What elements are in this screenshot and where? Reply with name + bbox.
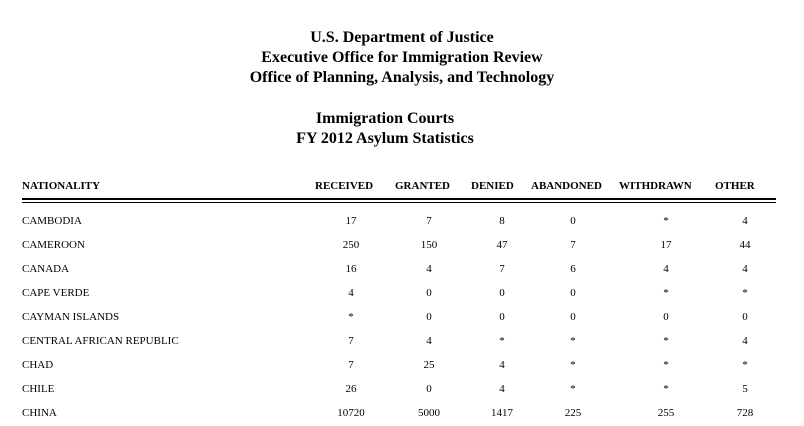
cell-nationality: CAYMAN ISLANDS bbox=[22, 311, 120, 323]
table-row bbox=[22, 210, 776, 234]
cell-abandoned: 7 bbox=[570, 239, 576, 251]
column-header-abandoned: ABANDONED bbox=[531, 180, 602, 192]
table-body bbox=[22, 210, 776, 426]
cell-abandoned: * bbox=[570, 335, 576, 347]
table-row bbox=[22, 354, 776, 378]
column-header-granted: GRANTED bbox=[395, 180, 451, 192]
cell-nationality: CANADA bbox=[22, 263, 70, 275]
cell-received: 250 bbox=[342, 239, 360, 251]
cell-withdrawn: 4 bbox=[663, 263, 669, 275]
cell-denied: 47 bbox=[496, 239, 508, 251]
report-subheader bbox=[0, 109, 770, 149]
header-rule-thick bbox=[22, 198, 776, 200]
cell-abandoned: 6 bbox=[570, 263, 576, 275]
column-header-received: RECEIVED bbox=[315, 180, 374, 192]
cell-withdrawn: * bbox=[663, 335, 669, 347]
cell-abandoned: * bbox=[570, 383, 576, 395]
cell-withdrawn: 17 bbox=[660, 239, 672, 251]
cell-withdrawn: * bbox=[663, 359, 669, 371]
report-period: FY 2012 Asylum Statistics bbox=[296, 130, 474, 147]
header-rule-thin bbox=[22, 202, 776, 203]
cell-received: 7 bbox=[348, 335, 354, 347]
cell-granted: 4 bbox=[426, 335, 432, 347]
table-row bbox=[22, 378, 776, 402]
cell-other: 0 bbox=[742, 311, 748, 323]
cell-denied: 1417 bbox=[491, 407, 513, 419]
cell-granted: 25 bbox=[423, 359, 435, 371]
cell-denied: 8 bbox=[499, 215, 505, 227]
report-header bbox=[0, 28, 804, 88]
cell-granted: 0 bbox=[426, 287, 432, 299]
table-row bbox=[22, 330, 776, 354]
cell-received: 10720 bbox=[337, 407, 365, 419]
office-title: Executive Office for Immigration Review bbox=[261, 49, 543, 66]
cell-withdrawn: 0 bbox=[663, 311, 669, 323]
table-row bbox=[22, 306, 776, 330]
cell-granted: 4 bbox=[426, 263, 432, 275]
cell-granted: 5000 bbox=[418, 407, 440, 419]
cell-other: * bbox=[742, 287, 748, 299]
cell-nationality: CAPE VERDE bbox=[22, 287, 90, 299]
cell-received: * bbox=[348, 311, 354, 323]
cell-other: 4 bbox=[742, 263, 748, 275]
cell-other: 4 bbox=[742, 335, 748, 347]
cell-abandoned: 0 bbox=[570, 215, 576, 227]
cell-nationality: CHILE bbox=[22, 383, 55, 395]
cell-received: 4 bbox=[348, 287, 354, 299]
department-title: U.S. Department of Justice bbox=[310, 29, 494, 46]
table-row bbox=[22, 234, 776, 258]
cell-withdrawn: 255 bbox=[657, 407, 675, 419]
cell-granted: 0 bbox=[426, 311, 432, 323]
cell-granted: 7 bbox=[426, 215, 432, 227]
cell-denied: 4 bbox=[499, 383, 505, 395]
cell-denied: 4 bbox=[499, 359, 505, 371]
cell-received: 17 bbox=[345, 215, 357, 227]
cell-withdrawn: * bbox=[663, 383, 669, 395]
table-row bbox=[22, 282, 776, 306]
cell-nationality: CHINA bbox=[22, 407, 57, 419]
cell-other: * bbox=[742, 359, 748, 371]
report-title: Immigration Courts bbox=[315, 110, 455, 127]
division-title: Office of Planning, Analysis, and Technology bbox=[249, 69, 555, 86]
cell-denied: 0 bbox=[499, 287, 505, 299]
cell-received: 26 bbox=[345, 383, 357, 395]
cell-abandoned: * bbox=[570, 359, 576, 371]
cell-other: 5 bbox=[742, 383, 748, 395]
column-header-withdrawn: WITHDRAWN bbox=[619, 180, 692, 192]
cell-denied: 0 bbox=[499, 311, 505, 323]
column-header-other: OTHER bbox=[715, 180, 755, 192]
cell-denied: 7 bbox=[499, 263, 505, 275]
cell-withdrawn: * bbox=[663, 215, 669, 227]
cell-nationality: CAMBODIA bbox=[22, 215, 82, 227]
column-header-nationality: NATIONALITY bbox=[22, 180, 101, 192]
cell-nationality: CAMEROON bbox=[22, 239, 85, 251]
table-row bbox=[22, 402, 776, 426]
cell-abandoned: 225 bbox=[564, 407, 582, 419]
cell-denied: * bbox=[499, 335, 505, 347]
cell-received: 16 bbox=[345, 263, 357, 275]
cell-received: 7 bbox=[348, 359, 354, 371]
cell-nationality: CENTRAL AFRICAN REPUBLIC bbox=[22, 335, 179, 347]
table-row bbox=[22, 258, 776, 282]
cell-granted: 150 bbox=[420, 239, 438, 251]
cell-withdrawn: * bbox=[663, 287, 669, 299]
cell-other: 44 bbox=[739, 239, 751, 251]
cell-other: 4 bbox=[742, 215, 748, 227]
cell-granted: 0 bbox=[426, 383, 432, 395]
column-header-denied: DENIED bbox=[471, 180, 514, 192]
cell-other: 728 bbox=[736, 407, 754, 419]
cell-abandoned: 0 bbox=[570, 287, 576, 299]
cell-abandoned: 0 bbox=[570, 311, 576, 323]
cell-nationality: CHAD bbox=[22, 359, 54, 371]
